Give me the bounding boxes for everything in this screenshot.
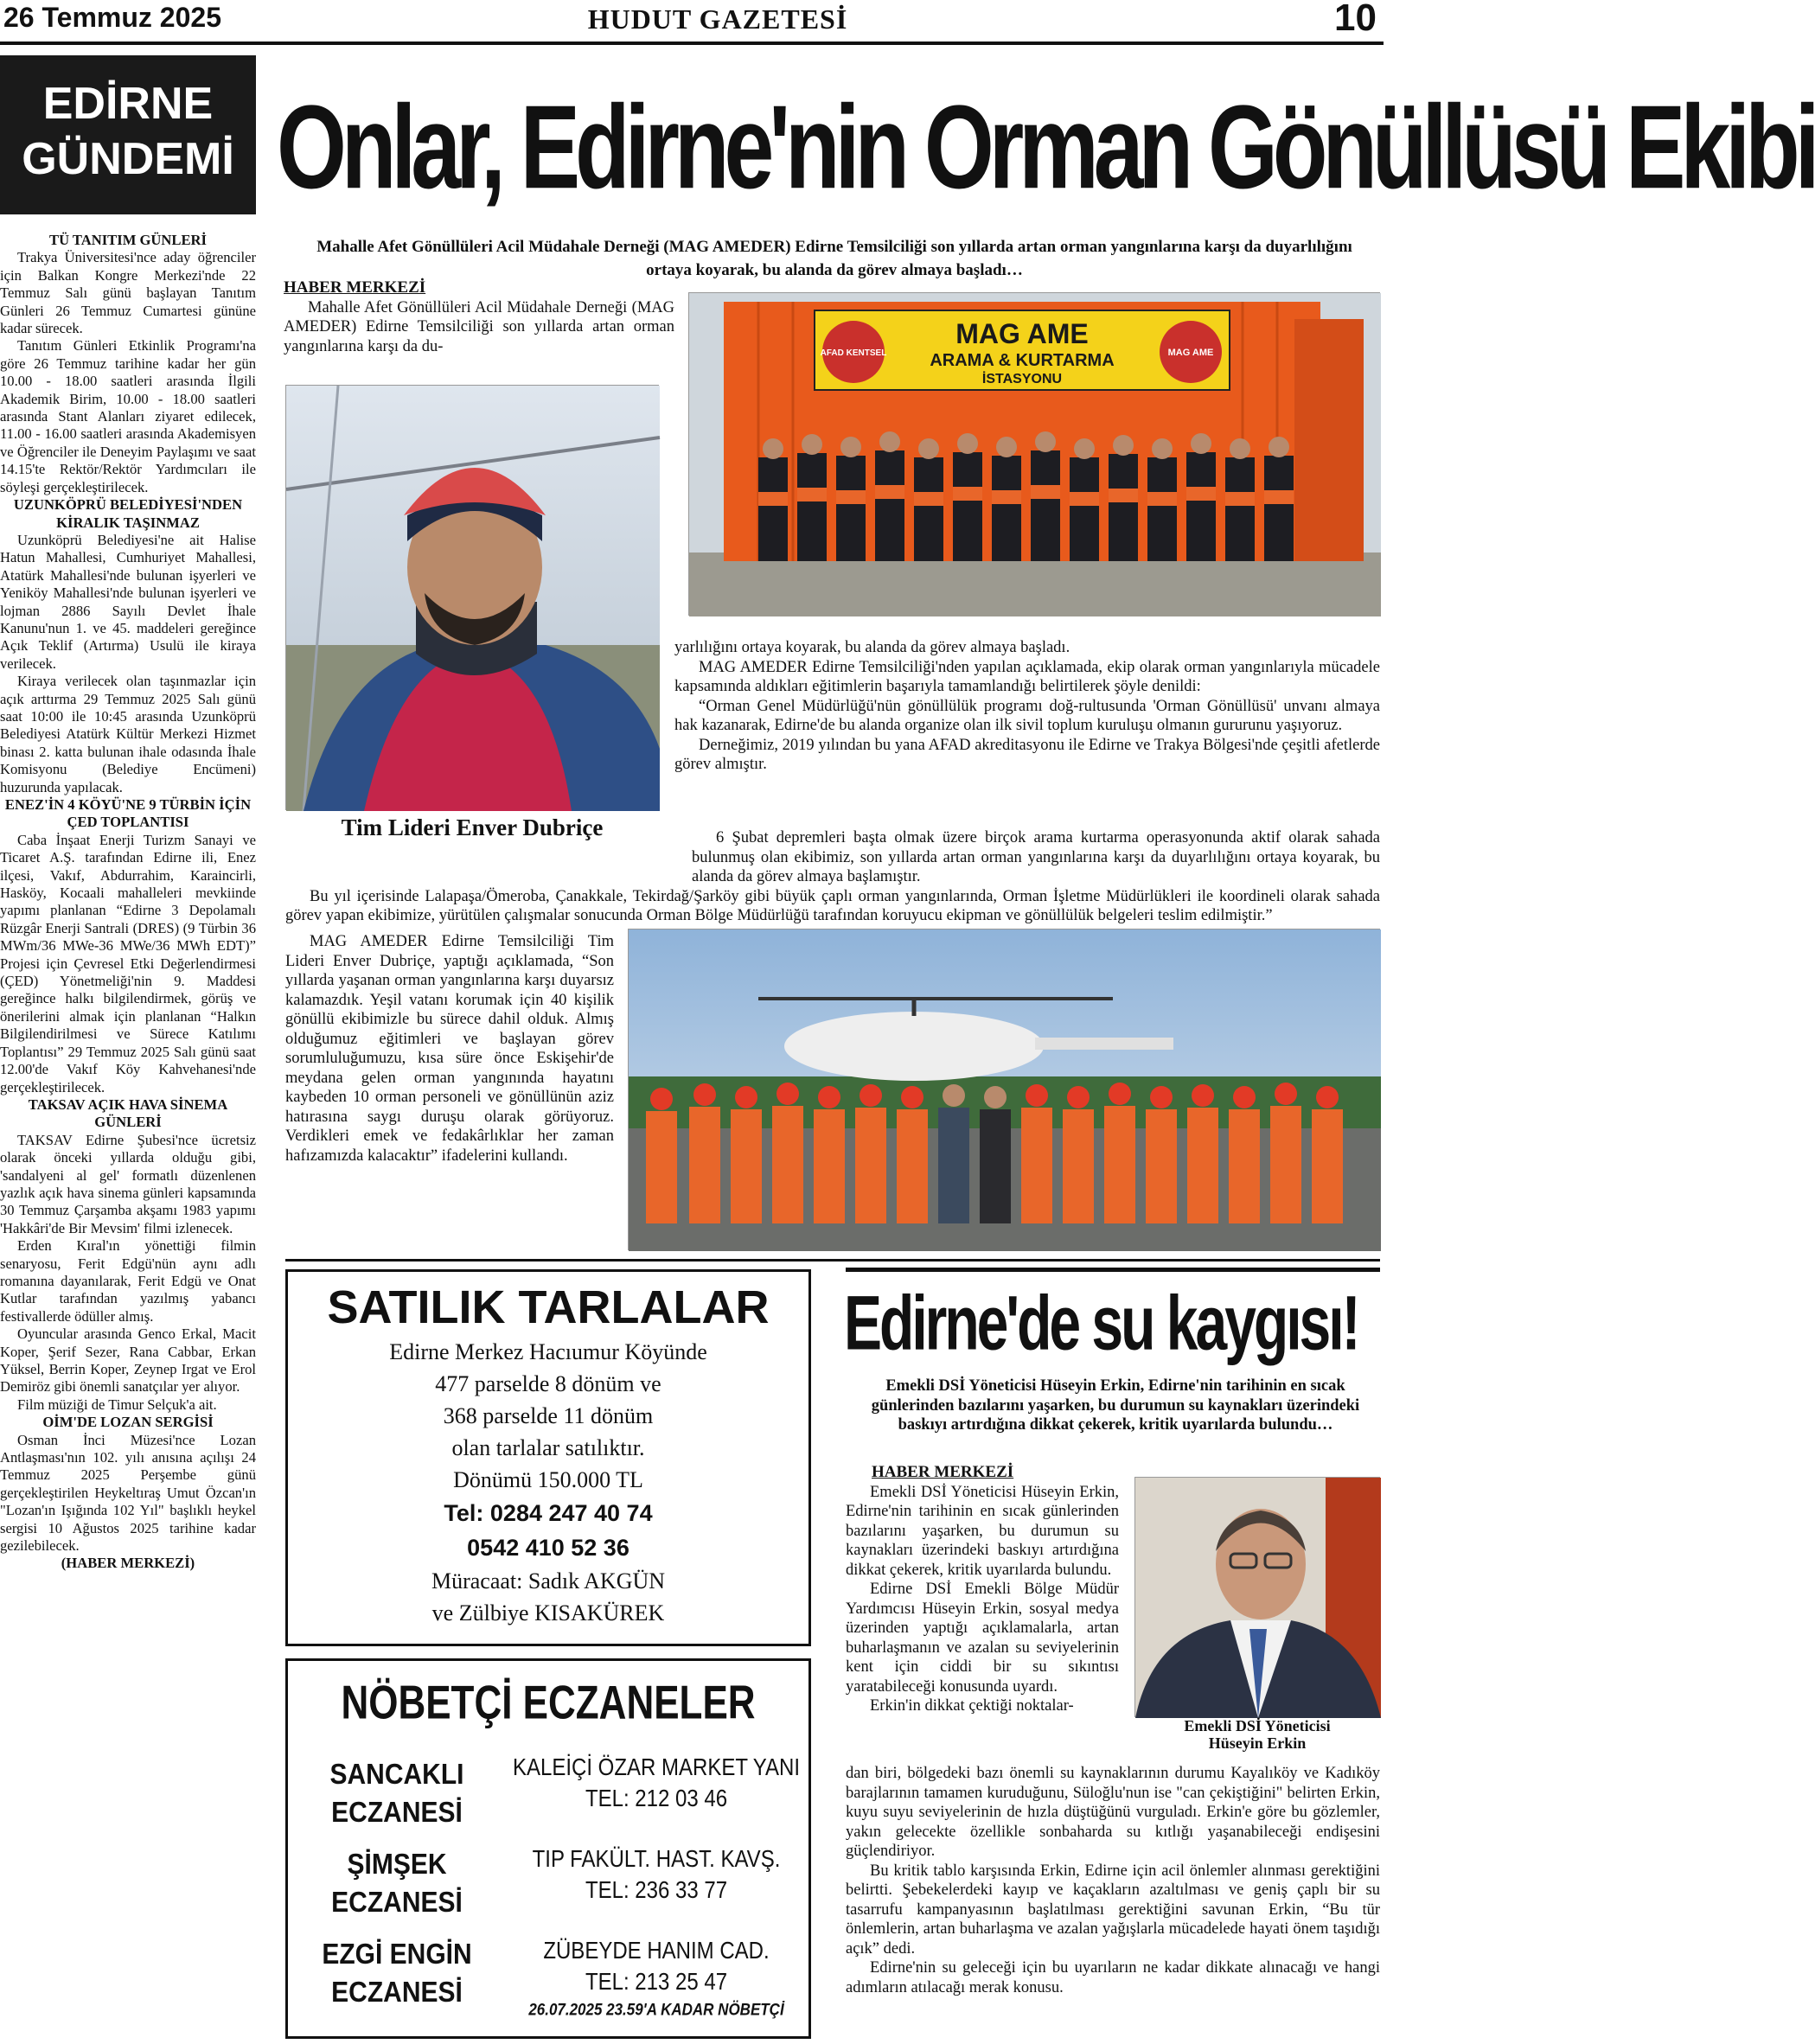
land-sale-ad	[285, 1269, 811, 1646]
water-article-wide	[846, 1764, 1380, 1997]
brief-signature: (HABER MERKEZİ)	[61, 1555, 195, 1572]
brief-heading: TÜ TANITIM GÜNLERİ	[49, 232, 207, 248]
pharmacy-names	[293, 1756, 501, 2012]
water-headline: Edirne'de su kaygısı!	[844, 1279, 1358, 1366]
caption-title: Emekli DSİ Yöneticisi	[1184, 1717, 1331, 1734]
water-article-rule	[846, 1268, 1380, 1272]
pharmacy-name: ECZANESİ	[331, 1797, 463, 1829]
pharmacy-address: ZÜBEYDE HANIM CAD.	[543, 1937, 770, 1964]
caption-name: Hüseyin Erkin	[1208, 1734, 1307, 1752]
container-sign-station: İSTASYONU	[981, 372, 1063, 386]
brief-heading: ENEZ'İN 4 KÖYÜ'NE 9 TÜRBİN İÇİN ÇED TOPLANTISI	[4, 796, 252, 831]
helicopter-icon	[784, 1012, 1044, 1081]
main-paragraph: Bu yıl içerisinde Lalapaşa/Ömeroba, Çanakkale, Tekirdağ/Şarköy gibi büyük çaplı orman yangınlarında, Orman İşletme Müdürlükleri ile koordineli olarak sahada görev yapan ekibimize, yürütülen çalışmalar sonucunda Orman Bölge Müdürlüğü tarafından koruyucu ekipman ve gönüllülük belgeleri teslim edilmiştir.”	[285, 887, 1380, 924]
brief-paragraph: Film müziği de Timur Selçuk'a ait.	[17, 1396, 217, 1413]
land-ad-parcel2: 368 parselde 11 dönüm	[443, 1403, 654, 1428]
mag-badge-text: MAG AME	[1167, 348, 1214, 358]
main-lead: Mahalle Afet Gönüllüleri Acil Müdahale Derneği (MAG AMEDER) Edirne Temsilciliği son yıllarda artan orman yangınlarına karşı da duyarlılığını ortaya koyarak, bu alanda da görev almaya başladı…	[316, 238, 1352, 279]
water-paragraph: Erkin'in dikkat çektiği noktalar-	[870, 1697, 1074, 1715]
section-divider	[285, 1259, 1380, 1262]
land-ad-location: Edirne Merkez Hacıumur Köyünde	[389, 1339, 707, 1364]
water-paragraph: Edirne'nin su geleceği için bu uyarıların ne kadar dikkate alınacağı ve hangi adımların atılacağı merak konusu.	[846, 1959, 1380, 1996]
land-ad-title: SATILIK TARLALAR	[327, 1281, 770, 1333]
main-article-quote-column	[285, 932, 614, 1166]
team-leader-photo	[285, 385, 659, 810]
section-label-line2: GÜNDEMİ	[22, 134, 234, 184]
main-paragraph: 6 Şubat depremleri başta olmak üzere birçok arama kurtarma operasyonunda aktif olarak sahada bulunmuş olan ekibimiz, son yıllarda artan orman yangınlarına karşı da duyarlılığını ortaya koyarak, bu alanda da görev almaya başlamıştır.	[692, 829, 1380, 885]
helicopter-team-photo	[628, 929, 1380, 1250]
main-paragraph: MAG AMEDER Edirne Temsilciliği'nden yapılan açıklamada, ekip olarak orman yangınlarıyla mücadele kapsamında aldıkları eğitimlerin başarıyla tamamlandığı belirtilerek şöyle denildi:	[674, 658, 1380, 695]
header-rule	[0, 42, 1384, 45]
huseyin-erkin-portrait-image	[1135, 1478, 1381, 1718]
main-article-wide	[285, 828, 1380, 926]
section-label	[0, 55, 256, 214]
team-leader-portrait-image	[286, 386, 660, 811]
section-label-line1: EDİRNE	[42, 79, 214, 129]
brief-paragraph: Oyuncular arasında Genco Erkal, Macit Koper, Şerif Sezer, Rana Cabbar, Erkan Yüksel, Berrin Koper, Zeynep Irgat ve Erol Demiröz gibi önemli sanatçılar yer alıyor.	[0, 1325, 256, 1396]
main-continued-paragraph: yarlılığını ortaya koyarak, bu alanda da görev almaya başladı.	[674, 639, 1070, 656]
main-paragraph: MAG AMEDER Edirne Temsilciliği Tim Lideri Enver Dubriçe, yaptığı açıklamada, “Son yıllarda yaşanan orman yangınlarına karşı duyarsız kalamazdık. Yeşil vatanı korumak için 40 kişilik gönüllü ekibimizle bu sürece dahil olduk. Almış olduğumuz eğitimleri ve başlayan görev sorumluluğumuzu, kısa süre önce Eskişehir'de meydana gelen orman yangınında hayatını kaybeden 10 orman personeli ve gönüllünün aziz hatırasına saygı duruşu olarak görüyoruz. Verdikleri emek ve fedakârlıklar her zaman hafızamızda kalacaktır” ifadelerini kullandı.	[285, 933, 614, 1165]
land-ad-phone1: Tel: 0284 247 40 74	[444, 1500, 653, 1526]
pharmacy-details	[504, 1753, 808, 2021]
issue-date: 26 Temmuz 2025	[3, 2, 221, 33]
land-ad-phone2: 0542 410 52 36	[467, 1535, 629, 1561]
team-leader-caption: Tim Lideri Enver Dubriçe	[341, 814, 604, 840]
pharmacy-name: EZGİ ENGİN	[322, 1939, 472, 1971]
newspaper-name: HUDUT GAZETESİ	[587, 3, 848, 35]
land-ad-price: Dönümü 150.000 TL	[453, 1467, 643, 1492]
pharmacy-name: SANCAKLI	[329, 1759, 464, 1791]
brief-paragraph: Uzunköprü Belediyesi'ne ait Halise Hatun Mahallesi, Cumhuriyet Mahallesi, Atatürk Mahallesi'nde bulunan işyerleri ve Yeniköy Mahallesi'nde bulunan işyerleri ve lojman 2886 Sayılı Devlet İhale Kanunu'nun 1. ve 45. maddeleri gereğince Açık Teklif (Artırma) Usulü ile kiraya verilecek.	[0, 531, 256, 672]
brief-paragraph: Caba İnşaat Enerji Turizm Sanayi ve Ticaret A.Ş. tarafından Edirne ili, Enez ilçesi, Vakıf, Abdurrahim, Karaincirli, Hasköy, Kocaali mahalleleri mevkiinde yapımı planlanan “Edirne 3 Depolamalı Rüzgâr Enerji Santrali (DRES) (9 Türbin 36 MWm/36 MWe-36 MWe/36 MWh EDT)” Projesi için Çevresel Etki Değerlendirmesi (ÇED) Yönetmeliği'nin 9. Maddesi gereğince halkı bilgilendirmek, görüş ve önerilerini almak için planlanan “Halkın Bilgilendirilmesi ve Sürece Katılımı Toplantısı” 29 Temmuz 2025 Salı günü saat 12.00'de Vakıf Köy Kahvehanesi'nde gerçekleştirilecek.	[0, 831, 256, 1095]
brief-paragraph: TAKSAV Edirne Şubesi'nce ücretsiz olarak önceki yıllarda olduğu gibi, 'sandalyeni al gel' formatlı düzenlenen yazlık açık hava sinema günleri kapsamında 30 Temmuz Çarşamba akşamı 1983 yapımı 'Hakkâri'de Bir Mevsim' filmi izlenecek.	[0, 1131, 256, 1236]
on-duty-pharmacies	[285, 1658, 811, 2039]
pharmacy-address: KALEİÇİ ÖZAR MARKET YANI	[512, 1753, 801, 1781]
brief-paragraph: Trakya Üniversitesi'nce aday öğrenciler için Balkan Kongre Merkezi'nde 22 Temmuz Salı günü başlayan Tanıtım Günleri 26 Temmuz Cumartesi gününe kadar sürecek.	[0, 249, 256, 337]
main-quote-paragraph: “Orman Genel Müdürlüğü'nün gönüllülük programı doğ-rultusunda 'Orman Gönüllüsü' unvanı almaya hak kazanarak, Edirne'de bu alanda organize olan ilk sivil toplum kuruluşu olmanın gururunu yaşıyoruz.	[674, 697, 1380, 734]
pharmacy-address: TIP FAKÜLT. HAST. KAVŞ.	[532, 1845, 781, 1873]
huseyin-erkin-photo	[1134, 1477, 1380, 1717]
helicopter-team-image	[629, 929, 1381, 1251]
water-paragraph: Bu kritik tablo karşısında Erkin, Edirne için acil önlemler alınması gerektiğini belirtti. Şebekelerdeki kayıp ve kaçakların azaltılması ve geniş çaplı bir su tasarrufu kampanyasının başlatılması gerektiğini savunan Erkin, “Bu tür önlemlerin, artan buharlaşma ve azalan yağışlarla mücadelede hayati önem taşıdığı açık” dedi.	[846, 1862, 1380, 1958]
team-container-photo	[688, 292, 1380, 616]
main-intro-paragraph: Mahalle Afet Gönüllüleri Acil Müdahale Derneği (MAG AMEDER) Edirne Temsilciliği son yıllarda artan orman yangınlarına karşı da du-	[284, 298, 674, 355]
pharmacies-duty-note: 26.07.2025 23.59'A KADAR NÖBETÇİ	[528, 2000, 784, 2020]
brief-paragraph: Tanıtım Günleri Etkinlik Programı'na göre 26 Temmuz tarihine kadar her gün 10.00 - 18.00 saatleri arasında İlgili Akademik Birim, 10.00 - 18.00 saatleri arasında Stant Alanları ziyaret edilecek, 11.00 - 16.00 saatleri arasında Akademisyen ve Öğrenciler ile Deneyim Paylaşımı ve saat 14.15'te Rektör/Rektör Yardımcıları ile söyleşi gerçekleştirilecek.	[0, 337, 256, 495]
huseyin-erkin-caption	[1134, 1717, 1380, 1752]
pharmacy-name: ŞİMŞEK	[347, 1849, 447, 1881]
container-sign-subtitle: ARAMA & KURTARMA	[930, 351, 1115, 370]
land-ad-forsale: olan tarlalar satılıktır.	[451, 1435, 645, 1460]
pharmacy-name: ECZANESİ	[331, 1887, 463, 1919]
page-number: 10	[1334, 0, 1377, 39]
main-byline: HABER MERKEZİ	[284, 278, 426, 297]
team-container-image	[689, 293, 1381, 616]
water-article-column	[846, 1463, 1119, 1716]
brief-heading: UZUNKÖPRÜ BELEDİYESİ'NDEN KİRALIK TAŞINMAZ	[13, 496, 243, 531]
pharmacy-name: ECZANESİ	[331, 1977, 463, 2009]
brief-heading: OİM'DE LOZAN SERGİSİ	[42, 1414, 214, 1431]
container-sign-title: MAG AME	[955, 318, 1089, 349]
brief-paragraph: Osman İnci Müzesi'nce Lozan Antlaşması'nın 102. yılı anısına açılışı 24 Temmuz 2025 Perşembe günü gerçekleştirilen Heykeltıraş Umut Özcan'ın "Lozan'ın Işığında 102 Yıl" başlıklı heykel sergisi 10 Ağustos 2025 tarihine kadar gezilebilecek.	[0, 1431, 256, 1555]
main-headline: Onlar, Edirne'nin Orman Gönüllüsü Ekibi	[277, 81, 1815, 214]
pharmacies-title: NÖBETÇİ ECZANELER	[341, 1676, 756, 1729]
pharmacy-phone: TEL: 213 25 47	[585, 1968, 728, 1996]
brief-heading: TAKSAV AÇIK HAVA SİNEMA GÜNLERİ	[28, 1095, 228, 1131]
pharmacy-phone: TEL: 212 03 46	[585, 1785, 728, 1812]
left-news-column	[0, 232, 256, 1573]
main-article-continuation	[674, 638, 1380, 775]
water-paragraph: Emekli DSİ Yöneticisi Hüseyin Erkin, Edirne'nin tarihinin en sıcak günlerinden bazılarını yaşarken, bu durumun su kaynakları üzerindeki baskıyı artırdığına dikkat çekerek, kritik uyarılarda bulundu.	[846, 1483, 1119, 1579]
firefighter-group	[646, 1083, 1343, 1223]
brief-paragraph: Kiraya verilecek olan taşınmazlar için açık arttırma 29 Temmuz 2025 Salı günü saat 10:00 ile 10:45 arasında Uzunköprü Belediyesi Atatürk Kültür Merkezi Hizmet binası 2. katta bulunan ihale odasında İhale Komisyonu (Belediye Encümeni) huzurunda yapılacak.	[0, 673, 256, 795]
afad-badge-text: AFAD KENTSEL	[820, 348, 887, 358]
land-ad-contact1: Müracaat: Sadık AKGÜN	[431, 1568, 666, 1594]
water-lead: Emekli DSİ Yöneticisi Hüseyin Erkin, Edirne'nin tarihinin en sıcak günlerinden bazılarını yaşarken, bu durumun su kaynakları üzerindeki baskıyı artırdığına dikkat çekerek, kritik uyarılarda bulundu…	[871, 1377, 1360, 1434]
water-paragraph: Edirne DSİ Emekli Bölge Müdür Yardımcısı Hüseyin Erkin, sosyal medya üzerinden yaptığı açıklamalarla, artan buharlaşmanın ve azalan su seviyelerinin kent için ciddi bir su sıkıntısı yaratabileceği konusunda uyardı.	[846, 1581, 1119, 1696]
water-byline: HABER MERKEZİ	[872, 1463, 1014, 1481]
land-ad-contact2: ve Zülbiye KISAKÜREK	[431, 1600, 665, 1626]
brief-paragraph: Erden Kıral'ın yönettiği filmin senaryosu, Ferit Edgü'nün aynı adlı romanına dayanılarak, Ferit Edgü ve Onat Kutlar tarafından yazılmış yabancı festivallerde ödüller almış.	[0, 1237, 256, 1325]
pharmacy-phone: TEL: 236 33 77	[585, 1876, 728, 1904]
main-paragraph: Derneğimiz, 2019 yılından bu yana AFAD akreditasyonu ile Edirne ve Trakya Bölgesi'nde çeşitli afetlerde görev almıştır.	[674, 736, 1380, 773]
water-paragraph: dan biri, bölgedeki bazı önemli su kaynaklarının durumu Kayalıköy ve Kadıköy barajlarının tamamen kuruduğunu, Süloğlu'nun ise "can çekiştiğini" belirten Erkin, kuyu suyu seviyelerinin de hızla düştüğünü vurguladı. Erkin'e göre bu gözlemler, yakın gelecekte özellikle sonbaharda su kıtlığı yaşanabileceği endişesini güçlendiriyor.	[846, 1765, 1380, 1860]
land-ad-parcel1: 477 parselde 8 dönüm ve	[435, 1371, 661, 1396]
main-article-intro	[284, 278, 674, 356]
